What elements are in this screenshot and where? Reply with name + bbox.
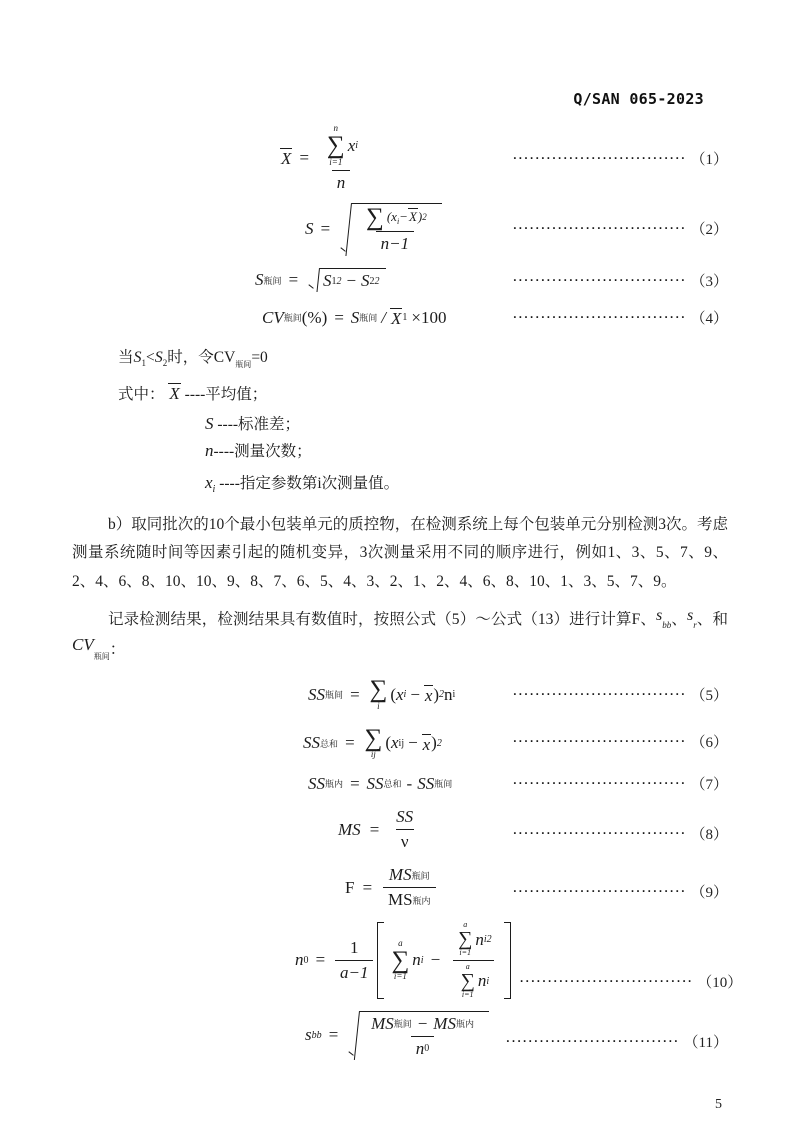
formula-row-8: [72, 807, 728, 852]
equation-number: （2）: [690, 222, 728, 239]
ss-total-symbol: SS: [366, 773, 384, 793]
formula-row-9: [72, 865, 728, 910]
definition-text: ----标准差；: [217, 416, 301, 434]
formula-3: [255, 268, 386, 292]
text: =0: [251, 349, 268, 367]
left-paren: (: [386, 209, 392, 225]
x-variable: x: [396, 684, 404, 704]
ms-between-symbol: MS: [388, 865, 412, 885]
xbar-symbol: x: [424, 685, 433, 705]
between-bottle-subscript: 瓶间: [434, 779, 453, 790]
sbb-subscript: bb: [662, 619, 672, 630]
x-subscript: i: [396, 217, 400, 227]
equals-sign: =: [319, 218, 331, 238]
within-bottle-subscript: 瓶内: [455, 1019, 474, 1029]
dotted-leader: [498, 1031, 728, 1060]
sum-upper-limit: a: [465, 961, 470, 971]
leader-dots: ·······························: [512, 826, 687, 841]
s-symbol: S: [255, 270, 264, 290]
equals-sign: =: [327, 1025, 340, 1044]
numerator: [366, 1014, 479, 1036]
coefficient-fraction: [335, 938, 373, 983]
minus-sign: −: [407, 733, 419, 753]
xbar-symbol: X: [408, 209, 417, 225]
x-variable: x: [391, 733, 399, 753]
s1-exponent: 2: [336, 275, 342, 287]
denominator: [411, 1036, 435, 1059]
minus-sign: −: [345, 271, 357, 291]
summation: [370, 678, 388, 712]
sr-subscript: r: [693, 619, 697, 630]
between-bottle-subscript: 瓶间: [411, 870, 430, 881]
summation: [461, 963, 475, 1000]
between-bottle-subscript: 瓶间: [235, 360, 252, 370]
exponent-2: 2: [422, 212, 427, 223]
ms-symbol: MS: [338, 819, 361, 839]
less-than: <: [146, 349, 155, 367]
numerator: [319, 124, 363, 170]
s-symbol: S: [350, 307, 360, 327]
equals-sign: =: [349, 684, 361, 704]
dotted-leader: [505, 773, 728, 794]
formula-row-5: [72, 678, 728, 712]
paragraph-b: b）取同批次的10个最小包装单元的质控物，在检测系统上每个包装单元分别检测3次。考虑测量系统随时间等因素引起的随机变异，3次测量采用不同的顺序进行，例如1、3、5、7、9、2、4、6、8、10、10、9、8、7、6、5、4、3、2、1、2、4、6、8、10、1、3、5、7、9。: [72, 516, 729, 590]
s1-symbol: S: [323, 271, 332, 291]
leader-dots: ·······························: [512, 221, 687, 236]
n-subscript: i: [486, 975, 490, 987]
denominator-a-minus-1: a−1: [335, 960, 373, 983]
x-variable: x: [391, 209, 397, 225]
formula-8: [338, 807, 421, 852]
where-line-mean: [118, 382, 728, 404]
dotted-leader: [505, 881, 728, 910]
radical-sign: [347, 1011, 360, 1060]
dotted-leader: [505, 218, 728, 239]
leader-dots: ·······························: [512, 272, 687, 287]
page-number: 5: [715, 1097, 722, 1112]
numerator: SS: [396, 807, 414, 827]
equation-number: （9）: [690, 885, 728, 902]
equals-sign: =: [287, 270, 299, 290]
divide-slash: /: [381, 307, 386, 327]
s2-exponent: 2: [374, 275, 380, 287]
n0-symbol: n: [295, 950, 304, 970]
formula-row-11: [72, 1011, 728, 1060]
leader-dots: ·······························: [512, 310, 687, 325]
formula-9: [345, 865, 439, 910]
denominator: [453, 960, 495, 1000]
formula-row-2: [72, 203, 728, 256]
summation: [458, 921, 472, 958]
sum-upper-limit: n: [333, 123, 339, 133]
sum-lower-limit: i: [377, 700, 380, 711]
xbar-symbol: x: [422, 734, 431, 754]
ss-symbol: SS: [308, 773, 325, 793]
summation: [365, 203, 384, 231]
equation-number: （8）: [690, 827, 728, 844]
radical-sign: [307, 268, 320, 292]
sum-lower-limit: i=1: [461, 989, 474, 999]
equation-number: （1）: [690, 151, 728, 168]
sum-lower-limit: i=1: [459, 948, 471, 958]
equation-number: （4）: [690, 311, 728, 328]
minus-sign: −: [409, 684, 421, 704]
where-label: 式中：: [118, 386, 165, 404]
exponent-2: 2: [486, 934, 492, 946]
radicand: [352, 203, 442, 256]
definition-text: ----平均值；: [184, 386, 268, 404]
fraction: [319, 124, 363, 193]
formula-row-1: [72, 124, 728, 193]
fraction: [358, 203, 432, 255]
ms-within-symbol: MS: [433, 1013, 456, 1033]
sum-lower-limit: i=1: [329, 156, 343, 167]
formula-row-6: [72, 724, 728, 761]
definition-text: ----测量次数；: [213, 443, 312, 461]
sigma-operator: ∑: [391, 946, 410, 974]
numerator: [450, 921, 497, 960]
right-paren: ): [433, 684, 440, 704]
n-variable: n: [475, 929, 484, 949]
cv-symbol: CV: [262, 307, 284, 327]
fraction: [391, 807, 418, 852]
sbb-symbol: s: [305, 1025, 312, 1044]
denominator: n: [332, 170, 351, 193]
between-bottle-subscript: 瓶间: [283, 313, 302, 324]
equation-number: （7）: [690, 777, 728, 794]
sigma-operator: ∑: [460, 969, 475, 992]
page-content: [0, 124, 800, 1060]
ss-symbol: SS: [303, 733, 320, 753]
sigma-operator: ∑: [326, 131, 345, 159]
formula-row-7: [72, 773, 728, 794]
within-bottle-subscript: 瓶内: [412, 895, 431, 906]
dotted-leader: [512, 971, 743, 1000]
ss-between-symbol: SS: [417, 773, 435, 793]
equation-number: （6）: [690, 735, 728, 752]
exponent-2: 2: [436, 737, 442, 749]
n-subscript: i: [483, 934, 487, 946]
equals-sign: =: [368, 819, 381, 839]
n0-subscript: 0: [424, 1043, 430, 1054]
leader-dots: ·······························: [512, 884, 687, 899]
formula-11: [305, 1011, 489, 1060]
text: 、: [671, 610, 687, 628]
equals-sign: =: [333, 307, 345, 327]
sbb-subscript: bb: [311, 1029, 322, 1041]
leader-dots: ·······························: [512, 687, 687, 702]
between-bottle-subscript: 瓶间: [393, 1019, 412, 1029]
sigma-operator: ∑: [364, 724, 383, 752]
minus-sign: −: [416, 1013, 429, 1033]
ms-within-symbol: MS: [387, 890, 413, 910]
leader-dots: ·······························: [512, 734, 687, 749]
numerator: [384, 865, 435, 887]
text: 当: [118, 349, 134, 367]
cv-symbol: CV: [72, 635, 94, 655]
n0-subscript: 0: [303, 954, 309, 966]
where-line-sd: [205, 412, 728, 434]
paragraph-record: [72, 605, 728, 665]
sr-symbol: s: [686, 606, 694, 624]
document-code: Q/SAN 065-2023: [573, 90, 704, 108]
leader-dots: ·······························: [512, 150, 687, 165]
equation-number: （3）: [690, 273, 728, 290]
left-paren: (: [385, 733, 391, 753]
xbar-symbol: X: [281, 149, 292, 169]
between-bottle-subscript: 瓶间: [325, 690, 344, 701]
equation-number: （10）: [697, 974, 743, 991]
s1-symbol: S: [133, 349, 142, 367]
formula-row-3: [72, 268, 728, 292]
leader-dots: ·······························: [505, 1033, 680, 1048]
radical-sign: [339, 203, 352, 256]
formula-1: [280, 124, 366, 193]
leader-dots: ·······························: [512, 776, 687, 791]
s2-subscript: 2: [162, 358, 168, 369]
dotted-leader: [505, 684, 728, 705]
equals-sign: =: [298, 148, 310, 168]
text: 时，令CV: [167, 349, 236, 367]
equals-sign: =: [349, 773, 361, 793]
x-symbol: x: [205, 473, 213, 493]
x-subscript: i: [212, 484, 216, 496]
sum-lower-limit: i=1: [393, 971, 407, 982]
n-variable: n: [477, 971, 487, 991]
squared-deviation: [387, 208, 422, 226]
dotted-leader: [505, 823, 728, 852]
sigma-operator: ∑: [369, 676, 388, 704]
formula-7: [308, 774, 452, 794]
formula-6: [303, 724, 442, 761]
sum-upper-limit: a: [398, 937, 403, 948]
between-bottle-subscript: 瓶间: [93, 652, 110, 662]
formula-row-10: [72, 920, 743, 999]
sbb-symbol: s: [655, 606, 663, 624]
exponent-2: 2: [439, 689, 445, 701]
s2-subscript: 2: [369, 275, 375, 287]
n-subscript: i: [452, 689, 456, 701]
summation: [327, 124, 345, 168]
formula-4: [262, 308, 446, 328]
dotted-leader: [505, 270, 728, 291]
s1-subscript: 1: [331, 275, 337, 287]
radicand: [320, 268, 386, 292]
times-100: ×100: [411, 307, 447, 327]
summation: [364, 724, 383, 761]
between-bottle-subscript: 瓶间: [263, 275, 282, 286]
left-paren: (: [390, 684, 396, 704]
sum-upper-limit: a: [463, 920, 468, 930]
sigma-operator: ∑: [365, 203, 384, 231]
fraction: [383, 865, 436, 910]
total-subscript: 总和: [383, 779, 402, 790]
n-variable: n: [412, 950, 421, 970]
dotted-leader: [505, 148, 728, 169]
minus-sign: −: [399, 209, 408, 225]
summation: [391, 939, 409, 983]
sigma-operator: ∑: [458, 928, 473, 951]
condition-line: [118, 345, 728, 370]
denominator-nu: ν: [396, 829, 414, 852]
equation-number: （11）: [683, 1034, 728, 1051]
leader-dots: ·······························: [519, 973, 694, 988]
square-root: [339, 203, 442, 256]
formula-10: [295, 921, 512, 999]
text: 、和: [696, 610, 728, 628]
square-root: [307, 268, 386, 292]
where-line-count: [205, 439, 728, 461]
radicand: [360, 1011, 489, 1060]
right-paren: ): [431, 733, 437, 753]
s-symbol: S: [305, 218, 314, 238]
numerator: [358, 203, 432, 232]
within-bottle-subscript: 瓶内: [325, 779, 344, 790]
text: ：: [109, 641, 126, 659]
square-root: [347, 1011, 489, 1060]
n-symbol: n: [444, 684, 453, 704]
equals-sign: =: [344, 733, 356, 753]
percent-notation: (%): [301, 307, 328, 327]
x-subscript: i: [403, 689, 407, 701]
ms-between-symbol: MS: [371, 1013, 394, 1033]
denominator: n−1: [376, 231, 414, 254]
formula-5: [308, 678, 455, 712]
s1-subscript: 1: [141, 358, 147, 369]
x-subscript-1: 1: [402, 312, 408, 324]
minus-sign: -: [406, 773, 413, 793]
where-line-xi: [205, 471, 728, 495]
minus-sign: −: [429, 950, 442, 970]
s2-symbol: S: [360, 271, 370, 291]
x-subscript: i: [355, 140, 359, 152]
equals-sign: =: [361, 877, 373, 897]
formula-2: [305, 203, 442, 256]
dotted-leader: [505, 307, 728, 328]
total-subscript: 总和: [320, 738, 339, 749]
x-subscript: ij: [398, 737, 405, 749]
f-symbol: F: [345, 877, 355, 897]
equation-number: （5）: [690, 688, 728, 705]
definition-text: ----指定参数第i次测量值。: [219, 475, 400, 493]
numerator-1: 1: [349, 937, 359, 957]
n-symbol: n: [205, 441, 214, 461]
sum-lower-limit: ij: [370, 749, 376, 760]
xbar-symbol: X: [169, 384, 180, 404]
ss-symbol: SS: [308, 684, 325, 704]
s-symbol: S: [205, 414, 214, 434]
right-paren: ): [417, 209, 423, 225]
between-bottle-subscript: 瓶间: [359, 313, 378, 324]
x-variable: x: [347, 135, 356, 155]
left-bracket: [377, 922, 384, 998]
n0-symbol: n: [415, 1038, 425, 1058]
n-subscript: i: [420, 954, 424, 966]
s2-symbol: S: [154, 349, 163, 367]
formula-row-4: [72, 307, 728, 328]
right-bracket: [504, 922, 511, 998]
sum-ratio-fraction: [450, 921, 497, 999]
fraction: [366, 1014, 479, 1059]
text: 记录检测结果，检测结果具有数值时，按照公式（5）～公式（13）进行计算F、: [108, 610, 656, 628]
denominator: [383, 887, 436, 910]
dotted-leader: [505, 731, 728, 760]
equals-sign: =: [314, 950, 326, 970]
xbar-symbol: X: [390, 308, 402, 328]
